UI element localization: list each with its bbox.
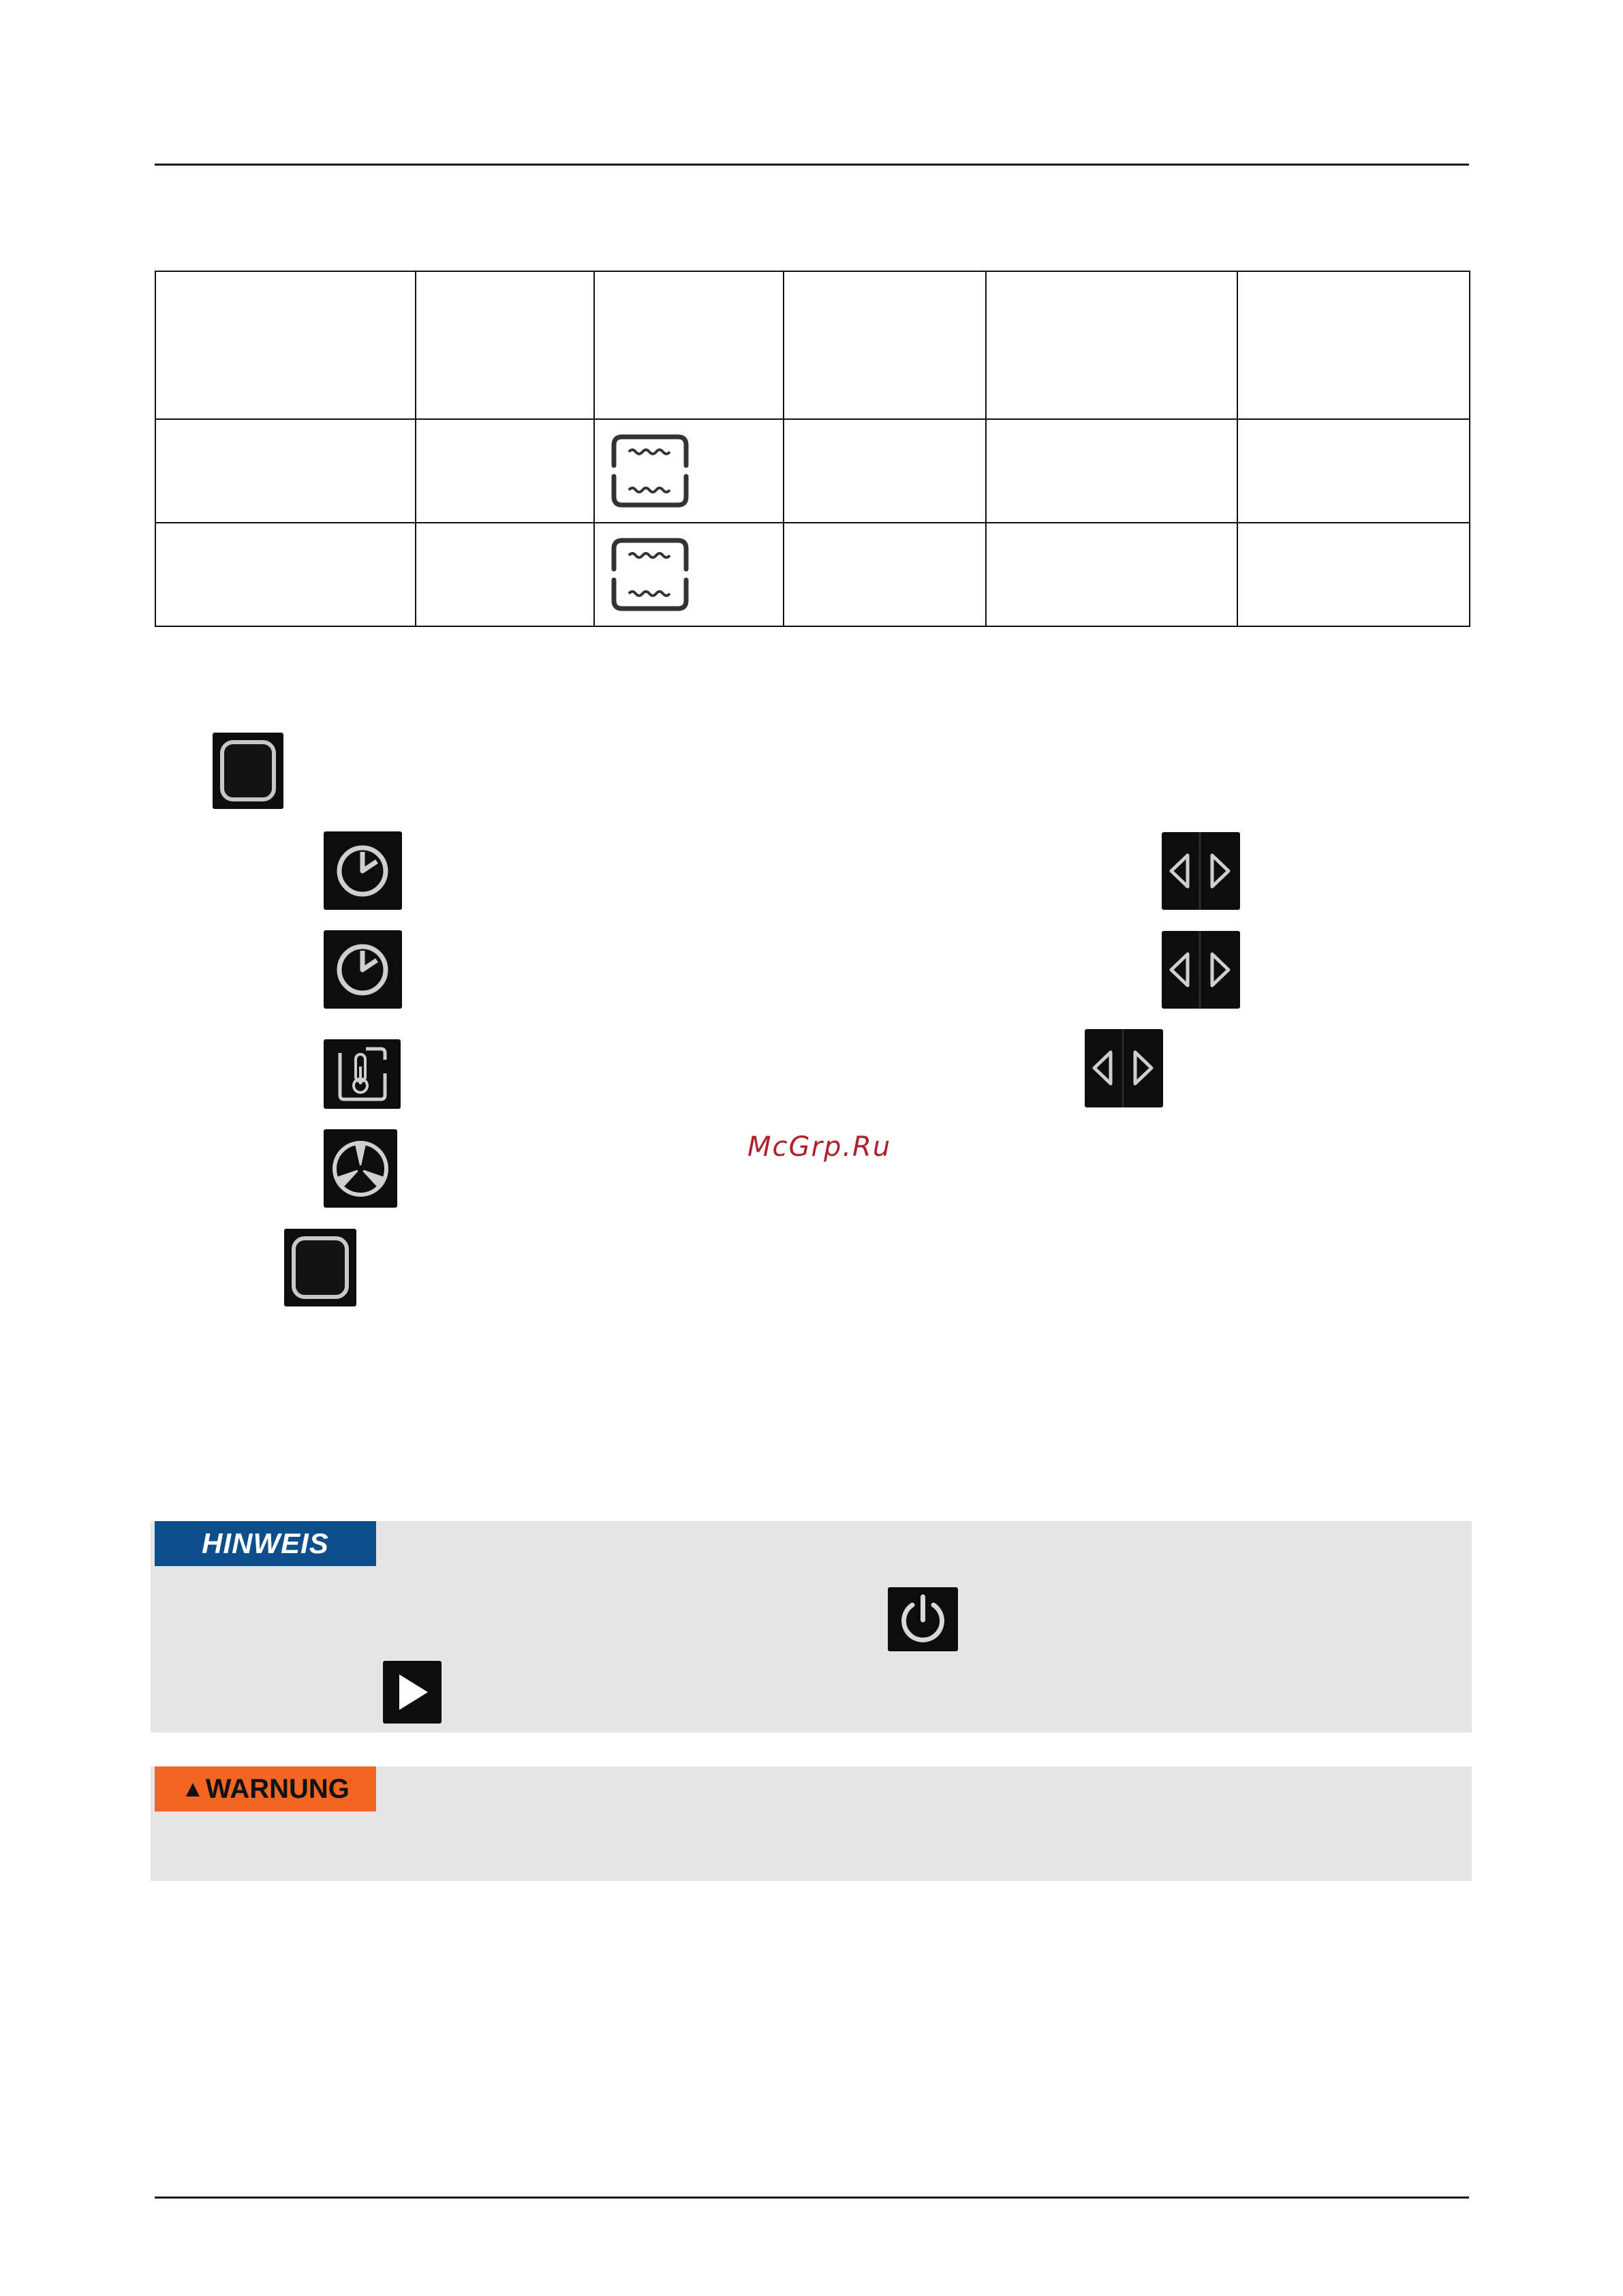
fan-button[interactable]: [324, 1129, 397, 1208]
table-cell: [594, 419, 784, 523]
watermark: McGrp.Ru: [747, 1131, 892, 1163]
left-right-arrows-icon: [1162, 832, 1240, 910]
power-button[interactable]: [888, 1587, 958, 1651]
clock-icon: [324, 930, 402, 1009]
arrow-pair-button[interactable]: [1162, 931, 1240, 1009]
temperature-button[interactable]: [324, 1039, 401, 1109]
blank-square-button[interactable]: [213, 733, 283, 809]
arrow-pair-button[interactable]: [1162, 832, 1240, 910]
table-row: [155, 523, 1470, 626]
table-cell: [155, 523, 416, 626]
thermometer-icon: [324, 1039, 401, 1109]
table-header-row: [155, 271, 1470, 419]
hinweis-notice: [151, 1521, 1472, 1732]
footer-rule: [155, 2196, 1469, 2199]
table-cell: [986, 419, 1237, 523]
table-cell: [1237, 523, 1470, 626]
play-icon: [383, 1661, 442, 1724]
table-cell: [986, 523, 1237, 626]
table-cell: [784, 271, 986, 419]
fan-icon: [324, 1129, 397, 1208]
table-cell: [1237, 419, 1470, 523]
table-cell: [416, 271, 594, 419]
table-row: [155, 419, 1470, 523]
clock-icon: [324, 831, 402, 910]
table-cell: [594, 271, 784, 419]
warnung-badge: [155, 1766, 376, 1811]
warnung-notice: [151, 1766, 1472, 1881]
oven-waves-icon: [607, 536, 693, 613]
blank-square-button[interactable]: [284, 1229, 356, 1306]
program-table: [155, 271, 1470, 627]
hinweis-label: HINWEIS: [202, 1527, 329, 1559]
table-cell: [986, 271, 1237, 419]
table-cell: [416, 523, 594, 626]
clock-button[interactable]: [324, 930, 402, 1009]
table-cell: [1237, 271, 1470, 419]
oven-waves-icon: [607, 433, 693, 509]
header-rule: [155, 164, 1469, 166]
left-right-arrows-icon: [1085, 1029, 1163, 1107]
warning-triangle-icon: ▲: [181, 1775, 204, 1802]
table-cell: [416, 419, 594, 523]
warnung-label: WARNUNG: [205, 1773, 350, 1804]
table-cell: [594, 523, 784, 626]
play-button[interactable]: [383, 1661, 442, 1724]
power-icon: [888, 1587, 958, 1651]
arrow-pair-button[interactable]: [1085, 1029, 1163, 1107]
table-cell: [784, 419, 986, 523]
table-cell: [155, 271, 416, 419]
hinweis-badge: [155, 1521, 376, 1566]
table-cell: [155, 419, 416, 523]
left-right-arrows-icon: [1162, 931, 1240, 1009]
table-cell: [784, 523, 986, 626]
clock-button[interactable]: [324, 831, 402, 910]
